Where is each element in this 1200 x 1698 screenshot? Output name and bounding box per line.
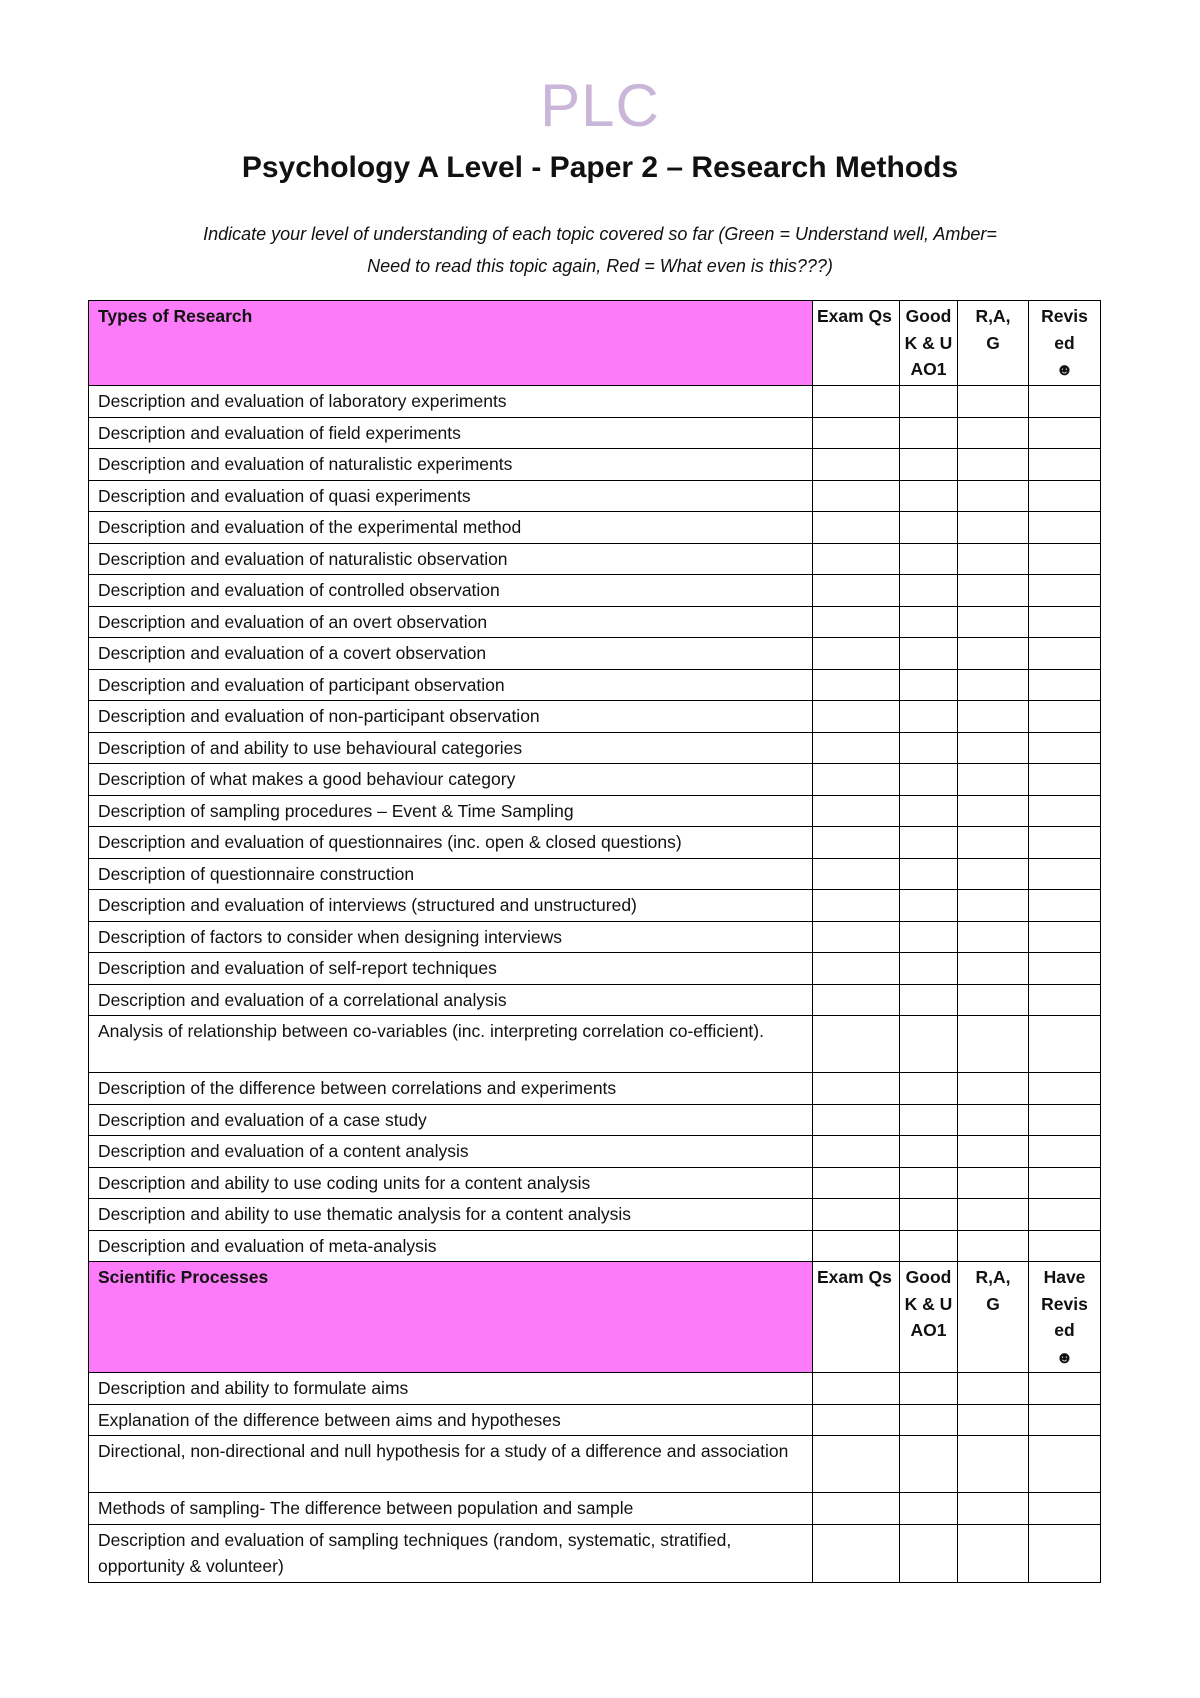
column-header-revised-line: ed	[1054, 1320, 1075, 1340]
revised-cell[interactable]	[1029, 795, 1101, 827]
topic-description: Description of questionnaire construction	[89, 858, 813, 890]
topic-description: Description of factors to consider when designing interviews	[89, 921, 813, 953]
topic-description: Methods of sampling- The difference between population and sample	[89, 1493, 813, 1525]
topic-description: Description of and ability to use behavioural categories	[89, 732, 813, 764]
topic-description: Description and evaluation of laboratory experiments	[89, 386, 813, 418]
revised-cell[interactable]	[1029, 1524, 1101, 1582]
rag-cell[interactable]	[958, 480, 1029, 512]
revised-cell[interactable]	[1029, 764, 1101, 796]
table-row	[89, 386, 1101, 418]
instruction-line-2: Need to read this topic again, Red = What even is this???)	[367, 256, 833, 276]
topic-description: Description and evaluation of controlled observation	[89, 575, 813, 607]
column-header-good-ku	[900, 1262, 958, 1373]
plc-heading: PLC	[540, 72, 660, 139]
section-header-row	[89, 1262, 1101, 1373]
exam-qs-cell[interactable]	[813, 1373, 900, 1405]
table-row	[89, 1524, 1101, 1582]
table-row	[89, 1073, 1101, 1105]
table-row	[89, 984, 1101, 1016]
good-ku-cell[interactable]	[900, 795, 958, 827]
table-row	[89, 1404, 1101, 1436]
rag-cell[interactable]	[958, 890, 1029, 922]
table-row	[89, 858, 1101, 890]
rag-cell[interactable]	[958, 1524, 1029, 1582]
topic-description: Description and evaluation of a covert observation	[89, 638, 813, 670]
good-ku-cell[interactable]	[900, 827, 958, 859]
topic-description: Analysis of relationship between co-variables (inc. interpreting correlation co-efficient).	[89, 1016, 813, 1073]
table-row	[89, 890, 1101, 922]
revised-cell[interactable]	[1029, 827, 1101, 859]
rag-cell[interactable]	[958, 1230, 1029, 1262]
revised-cell[interactable]	[1029, 386, 1101, 418]
column-header-good-ku-line: AO1	[910, 1320, 947, 1340]
exam-qs-cell[interactable]	[813, 543, 900, 575]
exam-qs-cell[interactable]	[813, 1230, 900, 1262]
topic-description: Description and evaluation of interviews (structured and unstructured)	[89, 890, 813, 922]
column-header-good-ku-line: Good	[905, 306, 952, 326]
rag-cell[interactable]	[958, 984, 1029, 1016]
table-row	[89, 701, 1101, 733]
table-row	[89, 638, 1101, 670]
rag-cell[interactable]	[958, 417, 1029, 449]
rag-cell[interactable]	[958, 1199, 1029, 1231]
good-ku-cell[interactable]	[900, 1167, 958, 1199]
section-title: Scientific Processes	[89, 1262, 813, 1373]
table-row	[89, 606, 1101, 638]
topic-description: Description of what makes a good behaviour category	[89, 764, 813, 796]
topic-description: Description and evaluation of a case study	[89, 1104, 813, 1136]
column-header-rag-line: G	[986, 332, 1000, 353]
section-title: Types of Research	[89, 301, 813, 386]
exam-qs-cell[interactable]	[813, 1436, 900, 1493]
exam-qs-cell[interactable]	[813, 1167, 900, 1199]
table-row	[89, 732, 1101, 764]
table-row	[89, 953, 1101, 985]
good-ku-cell[interactable]	[900, 953, 958, 985]
rag-cell[interactable]	[958, 827, 1029, 859]
exam-qs-cell[interactable]	[813, 953, 900, 985]
table-row	[89, 449, 1101, 481]
table-row	[89, 764, 1101, 796]
table-body	[89, 301, 1101, 1583]
topic-description: Description and evaluation of the experimental method	[89, 512, 813, 544]
exam-qs-cell[interactable]	[813, 1404, 900, 1436]
revised-cell[interactable]	[1029, 1493, 1101, 1525]
exam-qs-cell[interactable]	[813, 638, 900, 670]
topic-description: Description and evaluation of non-participant observation	[89, 701, 813, 733]
rag-cell[interactable]	[958, 1016, 1029, 1073]
table-row	[89, 1104, 1101, 1136]
table-row	[89, 1436, 1101, 1493]
topic-description: Description and evaluation of quasi experiments	[89, 480, 813, 512]
revised-cell[interactable]	[1029, 1373, 1101, 1405]
column-header-good-ku-line: Good	[905, 1267, 952, 1287]
good-ku-cell[interactable]	[900, 638, 958, 670]
rag-cell[interactable]	[958, 953, 1029, 985]
good-ku-cell[interactable]	[900, 543, 958, 575]
good-ku-cell[interactable]	[900, 1373, 958, 1405]
table-row	[89, 669, 1101, 701]
table-row	[89, 1493, 1101, 1525]
revised-cell[interactable]	[1029, 953, 1101, 985]
revised-cell[interactable]	[1029, 1104, 1101, 1136]
column-header-rag	[958, 1262, 1029, 1373]
rag-cell[interactable]	[958, 1404, 1029, 1436]
exam-qs-cell[interactable]	[813, 480, 900, 512]
exam-qs-cell[interactable]	[813, 386, 900, 418]
good-ku-cell[interactable]	[900, 984, 958, 1016]
exam-qs-cell[interactable]	[813, 827, 900, 859]
rag-cell[interactable]	[958, 795, 1029, 827]
column-header-revised-line: Have	[1043, 1267, 1086, 1287]
rag-cell[interactable]	[958, 1436, 1029, 1493]
exam-qs-cell[interactable]	[813, 512, 900, 544]
revised-cell[interactable]	[1029, 921, 1101, 953]
good-ku-cell[interactable]	[900, 606, 958, 638]
topic-description: Description and ability to use coding units for a content analysis	[89, 1167, 813, 1199]
rag-cell[interactable]	[958, 1136, 1029, 1168]
revised-cell[interactable]	[1029, 512, 1101, 544]
exam-qs-cell[interactable]	[813, 417, 900, 449]
column-header-good-ku-line: AO1	[910, 359, 947, 379]
revised-cell[interactable]	[1029, 732, 1101, 764]
column-header-revised	[1029, 1262, 1101, 1373]
topic-description: Description and evaluation of self-report techniques	[89, 953, 813, 985]
rag-cell[interactable]	[958, 858, 1029, 890]
revised-cell[interactable]	[1029, 890, 1101, 922]
revised-cell[interactable]	[1029, 543, 1101, 575]
revised-cell[interactable]	[1029, 480, 1101, 512]
rag-cell[interactable]	[958, 512, 1029, 544]
revised-cell[interactable]	[1029, 449, 1101, 481]
exam-qs-cell[interactable]	[813, 606, 900, 638]
rag-cell[interactable]	[958, 1167, 1029, 1199]
good-ku-cell[interactable]	[900, 1230, 958, 1262]
topic-description: Description and evaluation of an overt observation	[89, 606, 813, 638]
good-ku-cell[interactable]	[900, 575, 958, 607]
table-row	[89, 1136, 1101, 1168]
revised-cell[interactable]	[1029, 1073, 1101, 1105]
rag-cell[interactable]	[958, 606, 1029, 638]
topic-description: Description and evaluation of naturalistic experiments	[89, 449, 813, 481]
rag-cell[interactable]	[958, 669, 1029, 701]
revised-cell[interactable]	[1029, 701, 1101, 733]
exam-qs-cell[interactable]	[813, 669, 900, 701]
rag-cell[interactable]	[958, 1373, 1029, 1405]
exam-qs-cell[interactable]	[813, 575, 900, 607]
section-header-row	[89, 301, 1101, 386]
topic-description: Description of the difference between correlations and experiments	[89, 1073, 813, 1105]
good-ku-cell[interactable]	[900, 1073, 958, 1105]
column-header-exam-qs: Exam Qs	[813, 1262, 900, 1373]
good-ku-cell[interactable]	[900, 1493, 958, 1525]
topic-description: Description of sampling procedures – Event & Time Sampling	[89, 795, 813, 827]
topic-checklist-table	[88, 300, 1101, 1583]
exam-qs-cell[interactable]	[813, 1524, 900, 1582]
topic-description: Description and evaluation of naturalistic observation	[89, 543, 813, 575]
table-row	[89, 512, 1101, 544]
good-ku-cell[interactable]	[900, 1104, 958, 1136]
revised-cell[interactable]	[1029, 1016, 1101, 1073]
good-ku-cell[interactable]	[900, 701, 958, 733]
table-row	[89, 921, 1101, 953]
exam-qs-cell[interactable]	[813, 858, 900, 890]
exam-qs-cell[interactable]	[813, 1136, 900, 1168]
revised-cell[interactable]	[1029, 606, 1101, 638]
revised-cell[interactable]	[1029, 1436, 1101, 1493]
table-row	[89, 1373, 1101, 1405]
exam-qs-cell[interactable]	[813, 984, 900, 1016]
topic-description: Directional, non-directional and null hypothesis for a study of a difference and association	[89, 1436, 813, 1493]
table-row	[89, 1016, 1101, 1073]
column-header-revised-line: ed	[1054, 332, 1075, 353]
good-ku-cell[interactable]	[900, 1524, 958, 1582]
good-ku-cell[interactable]	[900, 1136, 958, 1168]
good-ku-cell[interactable]	[900, 732, 958, 764]
rag-cell[interactable]	[958, 1493, 1029, 1525]
rag-cell[interactable]	[958, 638, 1029, 670]
column-header-rag-line: R,A,	[975, 306, 1011, 326]
rag-cell[interactable]	[958, 449, 1029, 481]
revised-cell[interactable]	[1029, 1404, 1101, 1436]
smiley-face-icon: ☻	[1055, 360, 1074, 379]
topic-description: Description and evaluation of questionnaires (inc. open & closed questions)	[89, 827, 813, 859]
table-row	[89, 795, 1101, 827]
good-ku-cell[interactable]	[900, 1016, 958, 1073]
exam-qs-cell[interactable]	[813, 732, 900, 764]
revised-cell[interactable]	[1029, 1199, 1101, 1231]
column-header-rag-line: R,A,	[975, 1267, 1011, 1287]
table-row	[89, 1230, 1101, 1262]
good-ku-cell[interactable]	[900, 512, 958, 544]
instructions	[140, 218, 1060, 282]
revised-cell[interactable]	[1029, 575, 1101, 607]
revised-cell[interactable]	[1029, 1230, 1101, 1262]
revised-cell[interactable]	[1029, 984, 1101, 1016]
rag-cell[interactable]	[958, 921, 1029, 953]
revised-cell[interactable]	[1029, 1136, 1101, 1168]
instruction-line-1: Indicate your level of understanding of each topic covered so far (Green = Understand well, Amber=	[203, 224, 997, 244]
topic-description: Description and ability to formulate aims	[89, 1373, 813, 1405]
topic-description: Explanation of the difference between aims and hypotheses	[89, 1404, 813, 1436]
good-ku-cell[interactable]	[900, 1199, 958, 1231]
page-title: Psychology A Level - Paper 2 – Research Methods	[241, 151, 959, 184]
table-row	[89, 575, 1101, 607]
exam-qs-cell[interactable]	[813, 1104, 900, 1136]
column-header-revised-line: Revis	[1041, 306, 1088, 326]
table-row	[89, 1167, 1101, 1199]
topic-description: Description and evaluation of sampling techniques (random, systematic, stratified, opportunity & volunteer)	[89, 1524, 813, 1582]
topic-description: Description and ability to use thematic analysis for a content analysis	[89, 1199, 813, 1231]
exam-qs-cell[interactable]	[813, 795, 900, 827]
table-row	[89, 1199, 1101, 1231]
exam-qs-cell[interactable]	[813, 764, 900, 796]
column-header-good-ku-line: K & U	[904, 1293, 953, 1314]
exam-qs-cell[interactable]	[813, 701, 900, 733]
rag-cell[interactable]	[958, 543, 1029, 575]
revised-cell[interactable]	[1029, 1167, 1101, 1199]
exam-qs-cell[interactable]	[813, 890, 900, 922]
exam-qs-cell[interactable]	[813, 1493, 900, 1525]
rag-cell[interactable]	[958, 386, 1029, 418]
column-header-good-ku	[900, 301, 958, 386]
rag-cell[interactable]	[958, 1073, 1029, 1105]
topic-description: Description and evaluation of a correlational analysis	[89, 984, 813, 1016]
topic-description: Description and evaluation of participant observation	[89, 669, 813, 701]
topic-description: Description and evaluation of field experiments	[89, 417, 813, 449]
good-ku-cell[interactable]	[900, 417, 958, 449]
table-row	[89, 543, 1101, 575]
good-ku-cell[interactable]	[900, 1436, 958, 1493]
column-header-rag-line: G	[986, 1293, 1000, 1314]
revised-cell[interactable]	[1029, 638, 1101, 670]
good-ku-cell[interactable]	[900, 858, 958, 890]
table-row	[89, 417, 1101, 449]
good-ku-cell[interactable]	[900, 921, 958, 953]
smiley-face-icon: ☻	[1055, 1347, 1074, 1367]
table-row	[89, 480, 1101, 512]
exam-qs-cell[interactable]	[813, 1073, 900, 1105]
column-header-good-ku-line: K & U	[904, 332, 953, 353]
good-ku-cell[interactable]	[900, 669, 958, 701]
good-ku-cell[interactable]	[900, 890, 958, 922]
revised-cell[interactable]	[1029, 669, 1101, 701]
revised-cell[interactable]	[1029, 858, 1101, 890]
rag-cell[interactable]	[958, 1104, 1029, 1136]
revised-cell[interactable]	[1029, 417, 1101, 449]
exam-qs-cell[interactable]	[813, 921, 900, 953]
column-header-revised-line: Revis	[1041, 1293, 1088, 1314]
rag-cell[interactable]	[958, 732, 1029, 764]
exam-qs-cell[interactable]	[813, 1199, 900, 1231]
column-header-rag	[958, 301, 1029, 386]
rag-cell[interactable]	[958, 701, 1029, 733]
good-ku-cell[interactable]	[900, 1404, 958, 1436]
exam-qs-cell[interactable]	[813, 1016, 900, 1073]
topic-description: Description and evaluation of meta-analysis	[89, 1230, 813, 1262]
topic-description: Description and evaluation of a content analysis	[89, 1136, 813, 1168]
rag-cell[interactable]	[958, 575, 1029, 607]
good-ku-cell[interactable]	[900, 480, 958, 512]
column-header-revised	[1029, 301, 1101, 386]
good-ku-cell[interactable]	[900, 764, 958, 796]
column-header-exam-qs: Exam Qs	[813, 301, 900, 386]
exam-qs-cell[interactable]	[813, 449, 900, 481]
rag-cell[interactable]	[958, 764, 1029, 796]
good-ku-cell[interactable]	[900, 386, 958, 418]
table-row	[89, 827, 1101, 859]
good-ku-cell[interactable]	[900, 449, 958, 481]
